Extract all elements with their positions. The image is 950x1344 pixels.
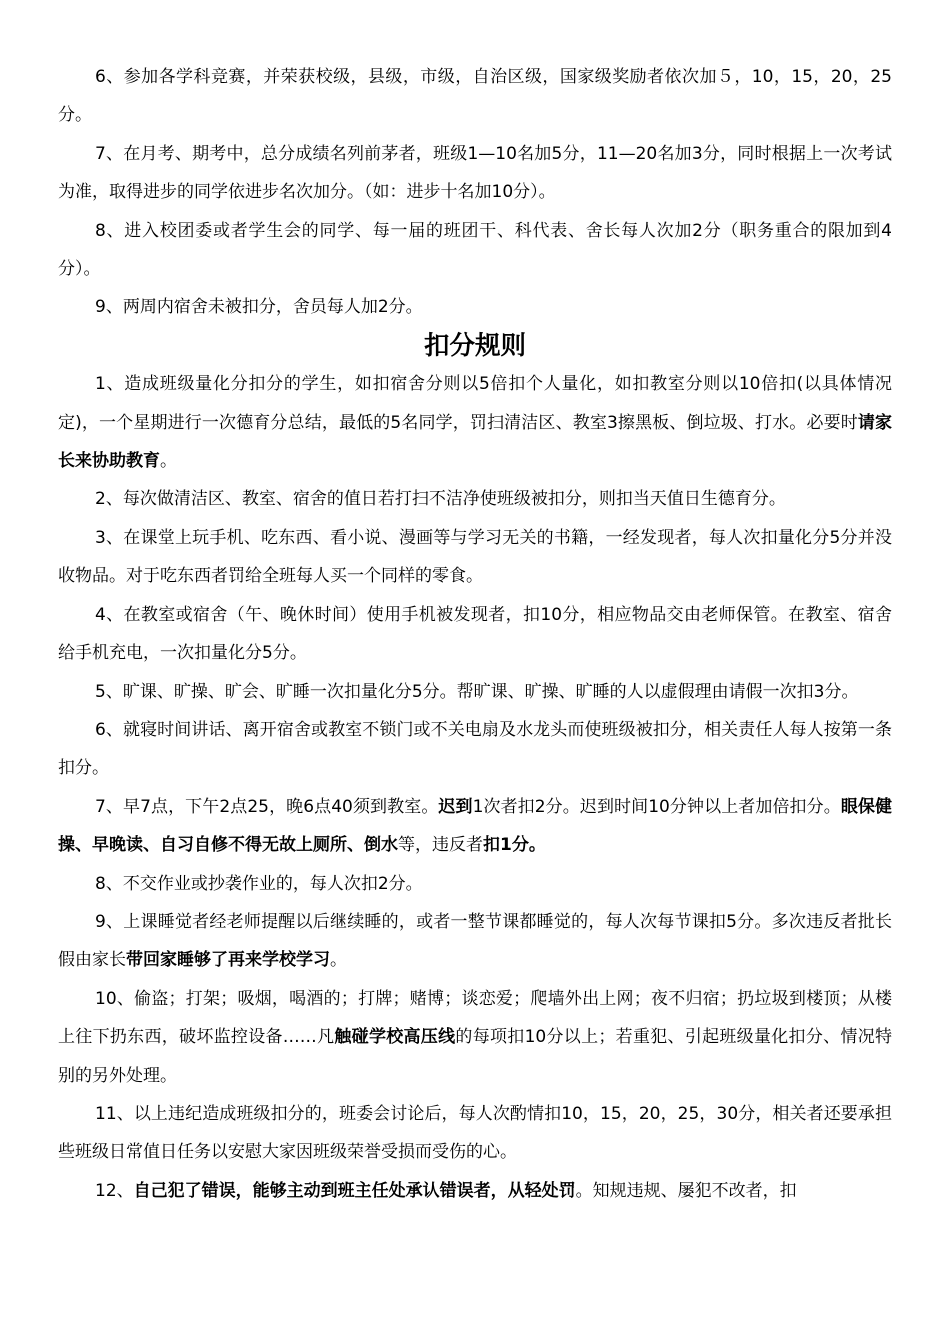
rule-text: 7、在月考、期考中，总分成绩名列前茅者，班级1—10名加5分，11—20名加3分，同时根据上一次考试为准，取得进步的同学依进步名次加分。（如：进步十名加10分）。	[58, 143, 892, 203]
rule-text: 7、早7点，下午2点25，晚6点40须到教室。	[95, 796, 439, 817]
rule-text: 的每项扣10分以上；若重犯、引起班级量化扣分、情况特别的另外处理。	[58, 1027, 893, 1086]
deduction-rule-4	[58, 596, 892, 673]
addition-rule-7	[58, 135, 892, 212]
rule-text: 3、在课堂上玩手机、吃东西、看小说、漫画等与学习无关的书籍，一经发现者，每人次扣量化分5分并没收物品。对于吃东西者罚给全班每人买一个同样的零食。	[58, 527, 892, 587]
addition-rules-continued	[58, 58, 892, 327]
emphasis-text: 带回家睡够了再来学校学习	[126, 950, 330, 971]
deduction-rule-10	[58, 980, 892, 1095]
rule-text: 。	[160, 451, 177, 472]
rule-text: 5、旷课、旷操、旷会、旷睡一次扣量化分5分。帮旷课、旷操、旷睡的人以虚假理由请假一次扣3分。	[95, 681, 859, 702]
rule-text: 6、就寝时间讲话、离开宿舍或教室不锁门或不关电扇及水龙头而使班级被扣分，相关责任人每人按第一条扣分。	[58, 719, 892, 779]
deduction-rule-11	[58, 1095, 892, 1172]
rule-text: 10、偷盗；打架；吸烟，喝酒的；打牌；赌博；谈恋爱；爬墙外出上网；夜不归宿；扔垃圾到楼顶；从楼上往下扔东西，破坏监控设备……凡	[58, 988, 892, 1048]
deduction-rule-6	[58, 711, 892, 788]
rule-text: 8、不交作业或抄袭作业的，每人次扣2分。	[95, 873, 423, 894]
section-heading-deduction: 扣分规则	[423, 330, 526, 361]
deduction-rule-5	[58, 673, 892, 711]
rule-text: 11、以上违纪造成班级扣分的，班委会讨论后，每人次酌情扣10，15，20，25，30分，相关者还要承担些班级日常值日任务以安慰大家因班级荣誉受损而受伤的心。	[58, 1103, 892, 1163]
emphasis-text: 扣1分。	[483, 835, 546, 856]
deduction-rule-9	[58, 903, 892, 980]
rule-text: 等，违反者	[398, 835, 483, 856]
emphasis-text: 请家长来协助教育	[58, 412, 892, 472]
rule-text: 9、两周内宿舍未被扣分，舍员每人加2分。	[95, 297, 423, 318]
rule-text: 8、进入校团委或者学生会的同学、每一届的班团干、科代表、舍长每人次加2分（职务重合的限加到4分）。	[58, 220, 892, 280]
emphasis-text: 触碰学校高压线	[334, 1027, 456, 1048]
rule-text: 。知规违规、屡犯不改者，扣	[575, 1180, 797, 1201]
addition-rule-8	[58, 212, 892, 289]
rule-text: 1次者扣2分。迟到时间10分钟以上者加倍扣分。	[472, 796, 841, 817]
emphasis-text: 眼保健操、早晚读、自习自修不得无故上厕所、倒水	[58, 796, 893, 856]
deduction-rules	[58, 365, 892, 1210]
rule-text: 12、	[95, 1180, 134, 1201]
deduction-rule-2	[58, 480, 892, 518]
rule-text: 9、上课睡觉者经老师提醒以后继续睡的，或者一整节课都睡觉的，每人次每节课扣5分。多次违反者批长假由家长	[58, 911, 892, 971]
deduction-rule-12	[58, 1172, 892, 1210]
emphasis-text: 迟到	[438, 796, 473, 817]
rule-text: 。	[330, 950, 347, 971]
rule-text: 4、在教室或宿舍（午、晚休时间）使用手机被发现者，扣10分，相应物品交由老师保管。在教室、宿舍给手机充电，一次扣量化分5分。	[58, 604, 892, 664]
deduction-rule-7	[58, 788, 892, 865]
addition-rule-6	[58, 58, 892, 135]
deduction-rule-8	[58, 865, 892, 903]
emphasis-text: 自己犯了错误，能够主动到班主任处承认错误者，从轻处罚	[133, 1180, 576, 1201]
addition-rule-9	[58, 288, 892, 326]
rule-text: 2、每次做清洁区、教室、宿舍的值日若打扫不洁净使班级被扣分，则扣当天值日生德育分。	[95, 489, 786, 510]
rule-text: 6、参加各学科竞赛，并荣获校级，县级，市级，自治区级，国家级奖励者依次加５，10，15，20，25分。	[58, 67, 892, 126]
rule-text: 1、造成班级量化分扣分的学生，如扣宿舍分则以5倍扣个人量化，如扣教室分则以10倍扣(以具体情况定)，一个星期进行一次德育分总结，最低的5名同学，罚扫清洁区、教室3擦黑板、倒垃圾、打水。必要时	[58, 374, 892, 433]
deduction-rule-3	[58, 519, 892, 596]
deduction-rule-1	[58, 365, 892, 480]
